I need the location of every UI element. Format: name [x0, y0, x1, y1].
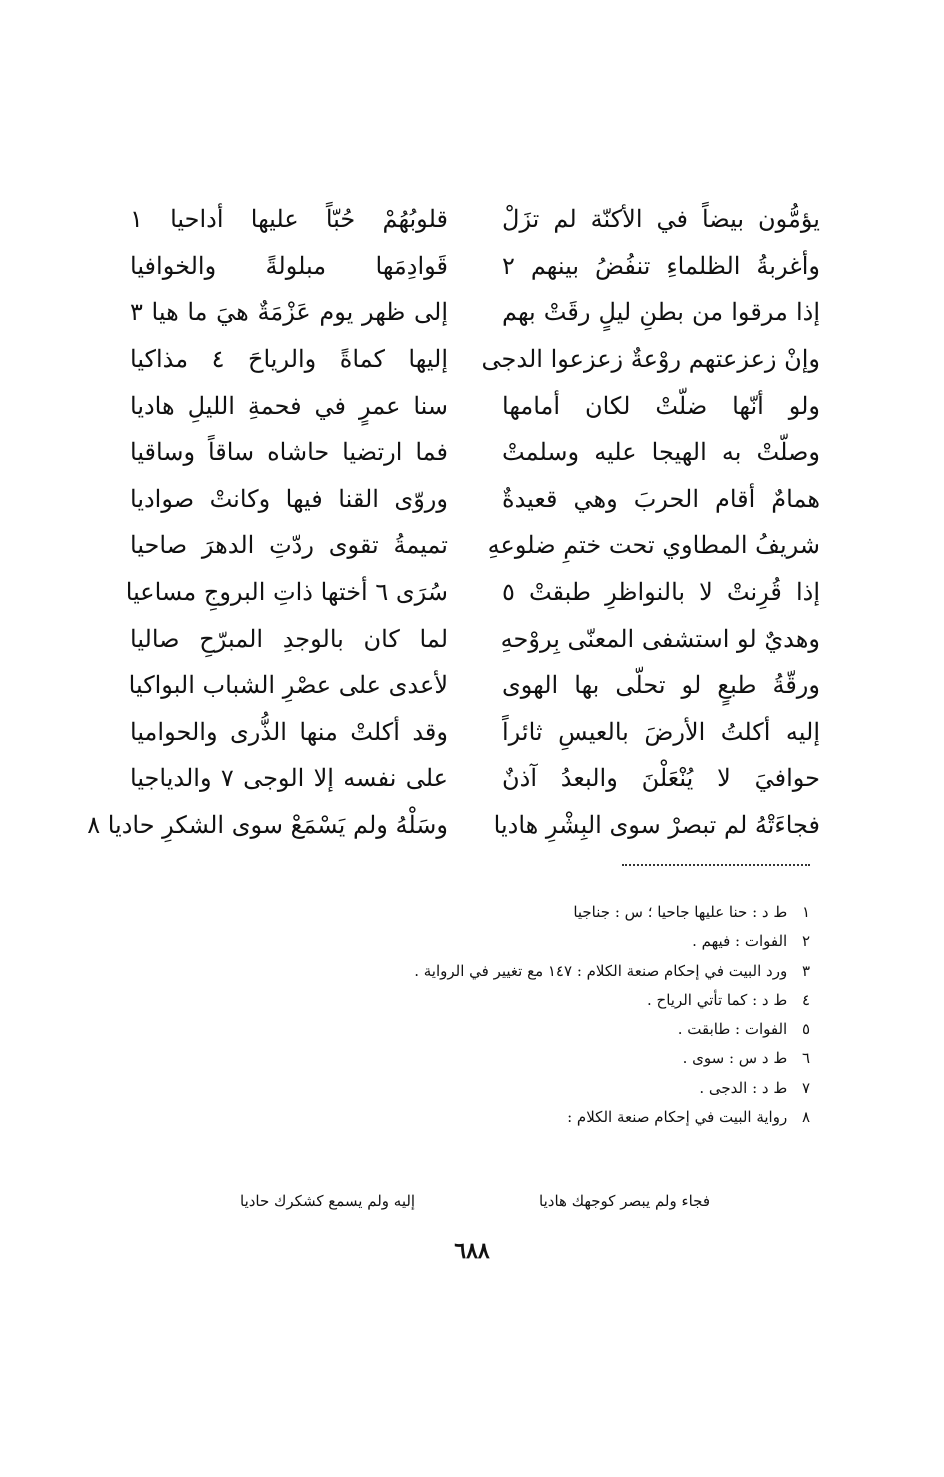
verse [130, 755, 820, 802]
quoted-second-hemistich: إليه ولم يسمع كشكرك حاديا [240, 1192, 416, 1210]
footnote-text: رواية البيت في إحكام صنعة الكلام : [567, 1108, 788, 1127]
verse-second-hemistich: قلوبُهُمْ حُبّاً عليها أداحيا ١ [130, 205, 448, 234]
footnote [230, 1044, 810, 1073]
footnote-text: ورد البيت في إحكام صنعة الكلام : ١٤٧ مع تغيير في الرواية . [414, 961, 788, 980]
verse-first-hemistich: فجاءَتْهُ لم تبصرْ سوى البِشْرِ هاديا [493, 811, 820, 840]
footnote-text: الفوات : طابقت . [677, 1020, 788, 1039]
verse-first-hemistich: حوافيَ لا يُنْعَلْنَ والبعدُ آذنٌ [502, 764, 820, 793]
footnote [230, 1015, 810, 1044]
verse-first-hemistich: يؤمُّون بيضاً في الأكنّة لم تزَلْ [502, 205, 820, 234]
verse-first-hemistich: وأغربةُ الظلماءِ تنفُضُ بينهم ٢ [502, 251, 820, 280]
footnote-number: ٤ [801, 990, 810, 1009]
footnote [230, 898, 810, 927]
footnote-separator [622, 864, 810, 866]
verse [130, 662, 820, 709]
footnote-number: ٢ [801, 932, 810, 951]
footnote-number: ٨ [801, 1108, 810, 1127]
verse-first-hemistich: إذا مرقوا من بطنِ ليلٍ رقَتْ بهم [502, 298, 820, 327]
verse-second-hemistich: إليها كماةً والرياحَ ٤ مذاكيا [130, 345, 449, 374]
verse-second-hemistich: سُرَى ٦ أختها ذاتِ البروجِ مساعيا [125, 578, 448, 607]
verse-first-hemistich: وإنْ زعزعتهم روْعةٌ زعزعوا الدجى [481, 345, 820, 374]
verse-first-hemistich: إليه أكلتُ الأرضَ بالعيسِ ثائراً [502, 717, 820, 746]
poem [87, 196, 820, 848]
verse-first-hemistich: وهديٌ لو استشفى المعنّى بِروْحهِ [500, 624, 820, 653]
verse-second-hemistich: لأعدى على عصْرِ الشباب البواكيا [128, 671, 448, 700]
footnote-text: ط د : حنا عليها جاحيا ؛ س : جناجيا [573, 903, 788, 921]
verse-second-hemistich: تميمةُ تقوى ردّتِ الدهرَ صاحيا [130, 531, 448, 560]
verse-first-hemistich: شريفُ المطاوي تحت ختمِ ضلوعهِ [487, 531, 820, 560]
footnote-text: ط د : الدجى . [699, 1078, 788, 1097]
verse [130, 429, 820, 476]
verse-first-hemistich: همامٌ أقام الحربَ وهي قعيدةٌ [502, 484, 820, 513]
verse-second-hemistich: وروّى القنا فيها وكانتْ صواديا [130, 484, 448, 513]
verse-second-hemistich: وقد أكلتْ منها الذُّرى والحواميا [130, 717, 448, 746]
footnote-number: ٧ [801, 1078, 810, 1097]
verse-first-hemistich: وصلّتْ به الهيجا عليه وسلمتْ [502, 438, 820, 467]
verse [130, 615, 820, 662]
verse-second-hemistich: إلى ظهر يوم عَزْمَةٌ هيَ ما هيا ٣ [130, 298, 448, 327]
verse-first-hemistich: إذا قُرِنتْ لا بالنواظرِ طبقتْ ٥ [502, 578, 820, 607]
verse-second-hemistich: قَوادِمَها مبلولةً والخوافيا [130, 251, 448, 280]
footnote-number: ١ [801, 903, 810, 921]
verse [130, 476, 820, 523]
verse [130, 522, 820, 569]
footnotes [230, 898, 810, 1132]
verse [130, 289, 820, 336]
footnote-number: ٦ [801, 1049, 810, 1068]
verse [130, 243, 820, 290]
verse-second-hemistich: فما ارتضيا حاشاه ساقاً وساقيا [130, 438, 448, 467]
page-number: ٦٨٨ [454, 1238, 490, 1264]
footnote-text: ط د س : سوى . [682, 1049, 788, 1068]
footnote-quoted-verse [240, 1187, 710, 1215]
verse-first-hemistich: ورقّةُ طبعٍ لو تحلّى بها الهوى [502, 671, 820, 700]
footnote-text: ط د : كما تأتي الرياح . [646, 990, 788, 1009]
footnote [230, 927, 810, 956]
verse [125, 569, 820, 616]
footnote-number: ٥ [801, 1020, 810, 1039]
footnote-text: الفوات : فيهم . [692, 932, 788, 951]
footnote [230, 986, 810, 1015]
verse [130, 336, 820, 383]
verse [130, 709, 820, 756]
verse [130, 196, 820, 243]
footnote-number: ٣ [801, 961, 810, 980]
verse-first-hemistich: ولو أنّها ضلّتْ لكان أمامها [502, 391, 820, 420]
footnote [230, 1074, 810, 1103]
footnote [230, 1103, 810, 1132]
verse-second-hemistich: وسَلْهُ ولم يَسْمَعْ سوى الشكرِ حاديا ٨ [87, 811, 448, 840]
verse [87, 802, 820, 849]
quoted-first-hemistich: فجاء ولم يبصر كوجهك هاديا [539, 1192, 710, 1210]
verse [130, 382, 820, 429]
verse-second-hemistich: لما كان بالوجدِ المبرّحِ صاليا [130, 624, 448, 653]
verse-second-hemistich: سنا عمرٍ في فحمةِ الليلِ هاديا [130, 391, 448, 420]
verse-second-hemistich: على نفسه إلا الوجى ٧ والدياجيا [130, 764, 448, 793]
footnote [230, 957, 810, 986]
